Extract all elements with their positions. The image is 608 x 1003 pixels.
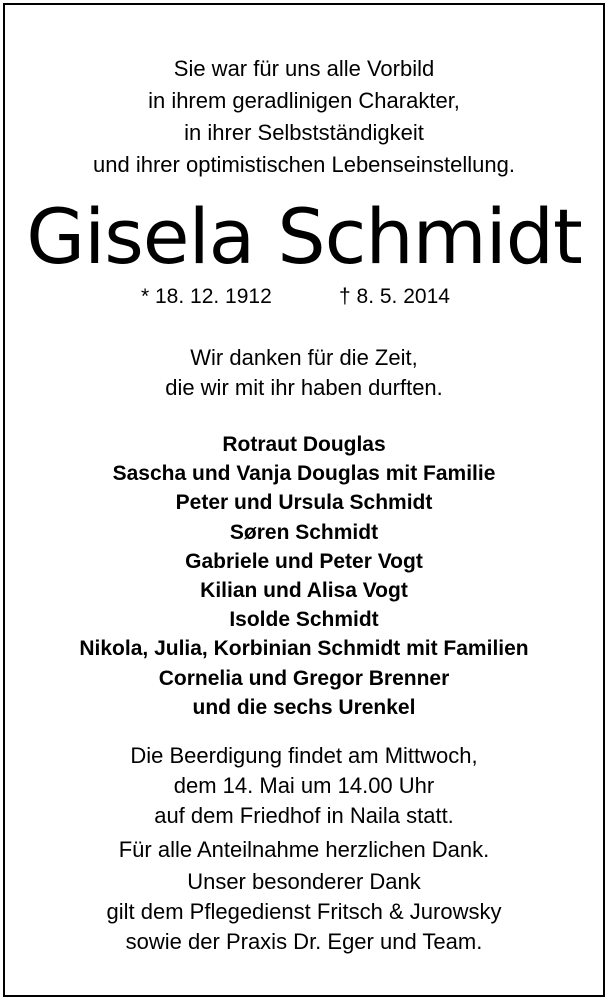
special-thanks-line: Unser besonderer Dank [187, 869, 421, 894]
quote-line: und ihrer optimistischen Lebenseinstellung. [93, 152, 515, 177]
funeral-line: dem 14. Mai um 14.00 Uhr [173, 773, 435, 798]
funeral-info [5, 741, 603, 831]
mourner-entry: Gabriele und Peter Vogt [185, 549, 423, 573]
death-date: † 8. 5. 2014 [339, 285, 450, 308]
mourner-entry: Isolde Schmidt [229, 608, 379, 632]
mourner-entry: Nikola, Julia, Korbinian Schmidt mit Familien [79, 637, 529, 661]
special-thanks [5, 867, 603, 957]
thanks-text [5, 343, 603, 403]
birth-date: * 18. 12. 1912 [141, 285, 272, 308]
mourner-entry: Søren Schmidt [229, 520, 379, 544]
thanks-line: die wir mit ihr haben durften. [165, 375, 443, 400]
funeral-line: auf dem Friedhof in Naila statt. [154, 803, 454, 828]
special-thanks-line: gilt dem Pflegedienst Fritsch & Jurowsky [106, 899, 502, 924]
memorial-quote [5, 53, 603, 181]
mourner-entry: Cornelia und Gregor Brenner [158, 666, 450, 690]
quote-line: in ihrem geradlinigen Charakter, [148, 88, 460, 113]
deceased-name: Gisela Schmidt [26, 192, 582, 281]
mourner-entry: Kilian und Alisa Vogt [200, 579, 408, 603]
mourner-entry: Rotraut Douglas [222, 433, 386, 456]
obituary-notice [3, 3, 605, 997]
funeral-line: Die Beerdigung findet am Mittwoch, [130, 743, 478, 768]
mourner-entry: Peter und Ursula Schmidt [175, 491, 433, 515]
thanks-line: Wir danken für die Zeit, [190, 345, 418, 370]
sympathy-thanks: Für alle Anteilnahme herzlichen Dank. [118, 837, 490, 862]
special-thanks-line: sowie der Praxis Dr. Eger und Team. [125, 929, 483, 954]
quote-line: in ihrer Selbstständigkeit [184, 120, 424, 145]
mourner-entry: und die sechs Urenkel [192, 695, 416, 719]
quote-line: Sie war für uns alle Vorbild [173, 56, 435, 81]
mourner-entry: Sascha und Vanja Douglas mit Familie [112, 462, 496, 486]
mourners-list [5, 430, 603, 722]
